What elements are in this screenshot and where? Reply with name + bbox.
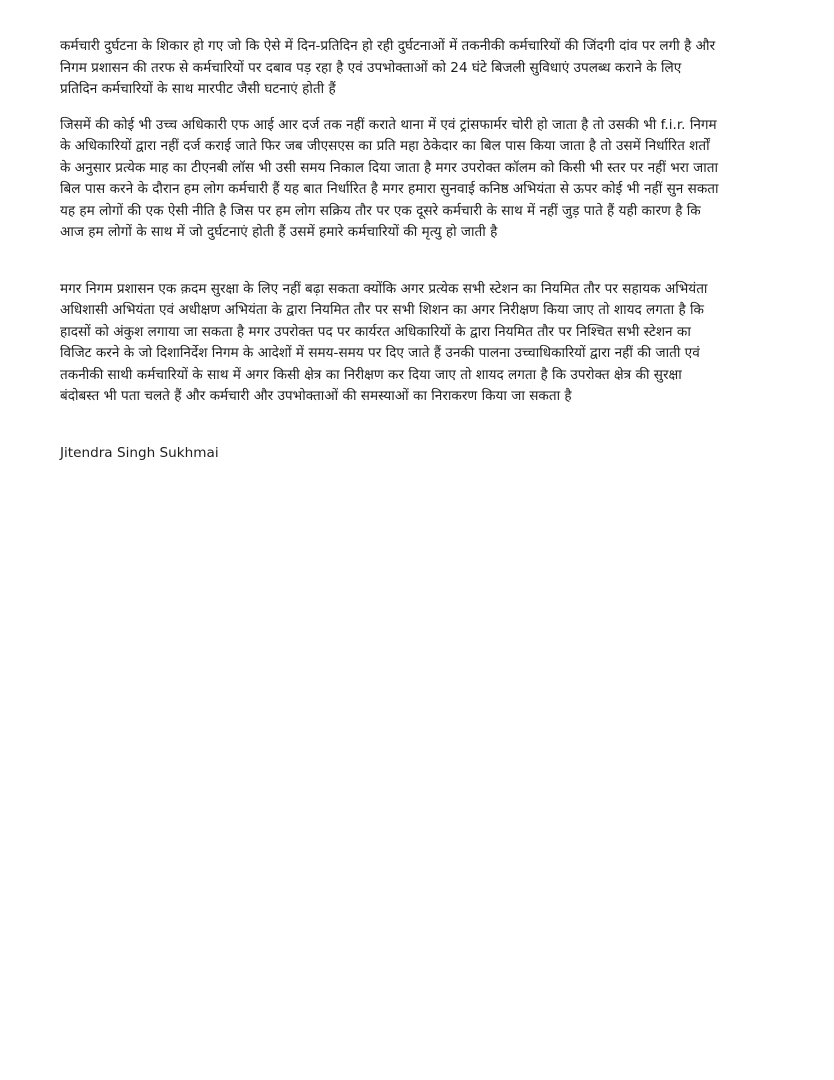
paragraph-line: बंदोबस्त भी पता चलते हैं और कर्मचारी और उपभोक्ताओं की समस्याओं का निराकरण किया जा सकता है [60,388,572,404]
paragraph-line: अधिशासी अभियंता एवं अधीक्षण अभियंता के द्वारा नियमित तौर पर सभी शिशन का अगर निरीक्षण किया जाए तो शायद लगता है कि [60,302,704,318]
paragraph-line: मगर निगम प्रशासन एक क़दम सुरक्षा के लिए नहीं बढ़ा सकता क्योंकि अगर प्रत्येक सभी स्टेशन का नियमित तौर पर सहायक अभियंता [60,280,708,297]
paragraph-line: निगम प्रशासन की तरफ से कर्मचारियों पर दबाव पड़ रहा है एवं उपभोक्ताओं को 24 घंटे बिजली सुविधाएं उपलब्ध कराने के लिए [60,59,682,76]
paragraph-2 [60,115,776,244]
paragraph-line: प्रतिदिन कर्मचारियों के साथ मारपीट जैसी घटनाएं होती हैं [60,81,336,97]
paragraph-line: तकनीकी साथी कर्मचारियों के साथ में अगर किसी क्षेत्र का निरीक्षण कर दिया जाए तो शायद लगता है कि उपरोक्त क्षेत्र की सुरक्षा [60,366,682,383]
paragraph-line: हादसों को अंकुश लगाया जा सकता है मगर उपरोक्त पद पर कार्यरत अधिकारियों के द्वारा नियमित तौर पर निश्चित सभी स्टेशन का [60,323,691,340]
paragraph-line: के अनुसार प्रत्येक माह का टीएनबी लॉस भी उसी समय निकाल दिया जाता है मगर उपरोक्त कॉलम को किसी भी स्तर पर नहीं भरा जाता [60,159,719,176]
paragraph-line: आज हम लोगों के साथ में जो दुर्घटनाएं होती हैं उसमें हमारे कर्मचारियों की मृत्यु हो जाती है [60,224,498,240]
document-page [60,36,776,464]
paragraph-line: विजिट करने के जो दिशानिर्देश निगम के आदेशों में समय-समय पर दिए जाते हैं उनकी पालना उच्चाधिकारियों द्वारा नहीं की जाती एवं [60,345,700,361]
paragraph-line: जिसमें की कोई भी उच्च अधिकारी एफ आई आर दर्ज तक नहीं कराते थाना में एवं ट्रांसफार्मर चोरी हो जाता है तो उसकी भी f.i.r. निगम [60,116,717,133]
paragraph-line: कर्मचारी दुर्घटना के शिकार हो गए जो कि ऐसे में दिन-प्रतिदिन हो रही दुर्घटनाओं में तकनीकी कर्मचारियों की जिंदगी दांव पर लगी है और [60,38,716,54]
paragraph-line: बिल पास करने के दौरान हम लोग कर्मचारी हैं यह बात निर्धारित है मगर हमारा सुनवाई कनिष्ठ अभियंता से ऊपर कोई भी नहीं सुन सकता [60,181,719,197]
paragraph-1 [60,36,776,101]
paragraph-3 [60,279,776,408]
author-signature: Jitendra Singh Sukhmai [60,444,219,461]
paragraph-line: यह हम लोगों की एक ऐसी नीति है जिस पर हम लोग सक्रिय तौर पर एक दूसरे कर्मचारी के साथ में नहीं जुड़ पाते हैं यही कारण है कि [60,202,701,219]
paragraph-line: के अधिकारियों द्वारा नहीं दर्ज कराई जाते फिर जब जीएसएस का प्रति महा ठेकेदार का बिल पास किया जाता है तो उसमें निर्धारित शर्तों [60,138,710,154]
